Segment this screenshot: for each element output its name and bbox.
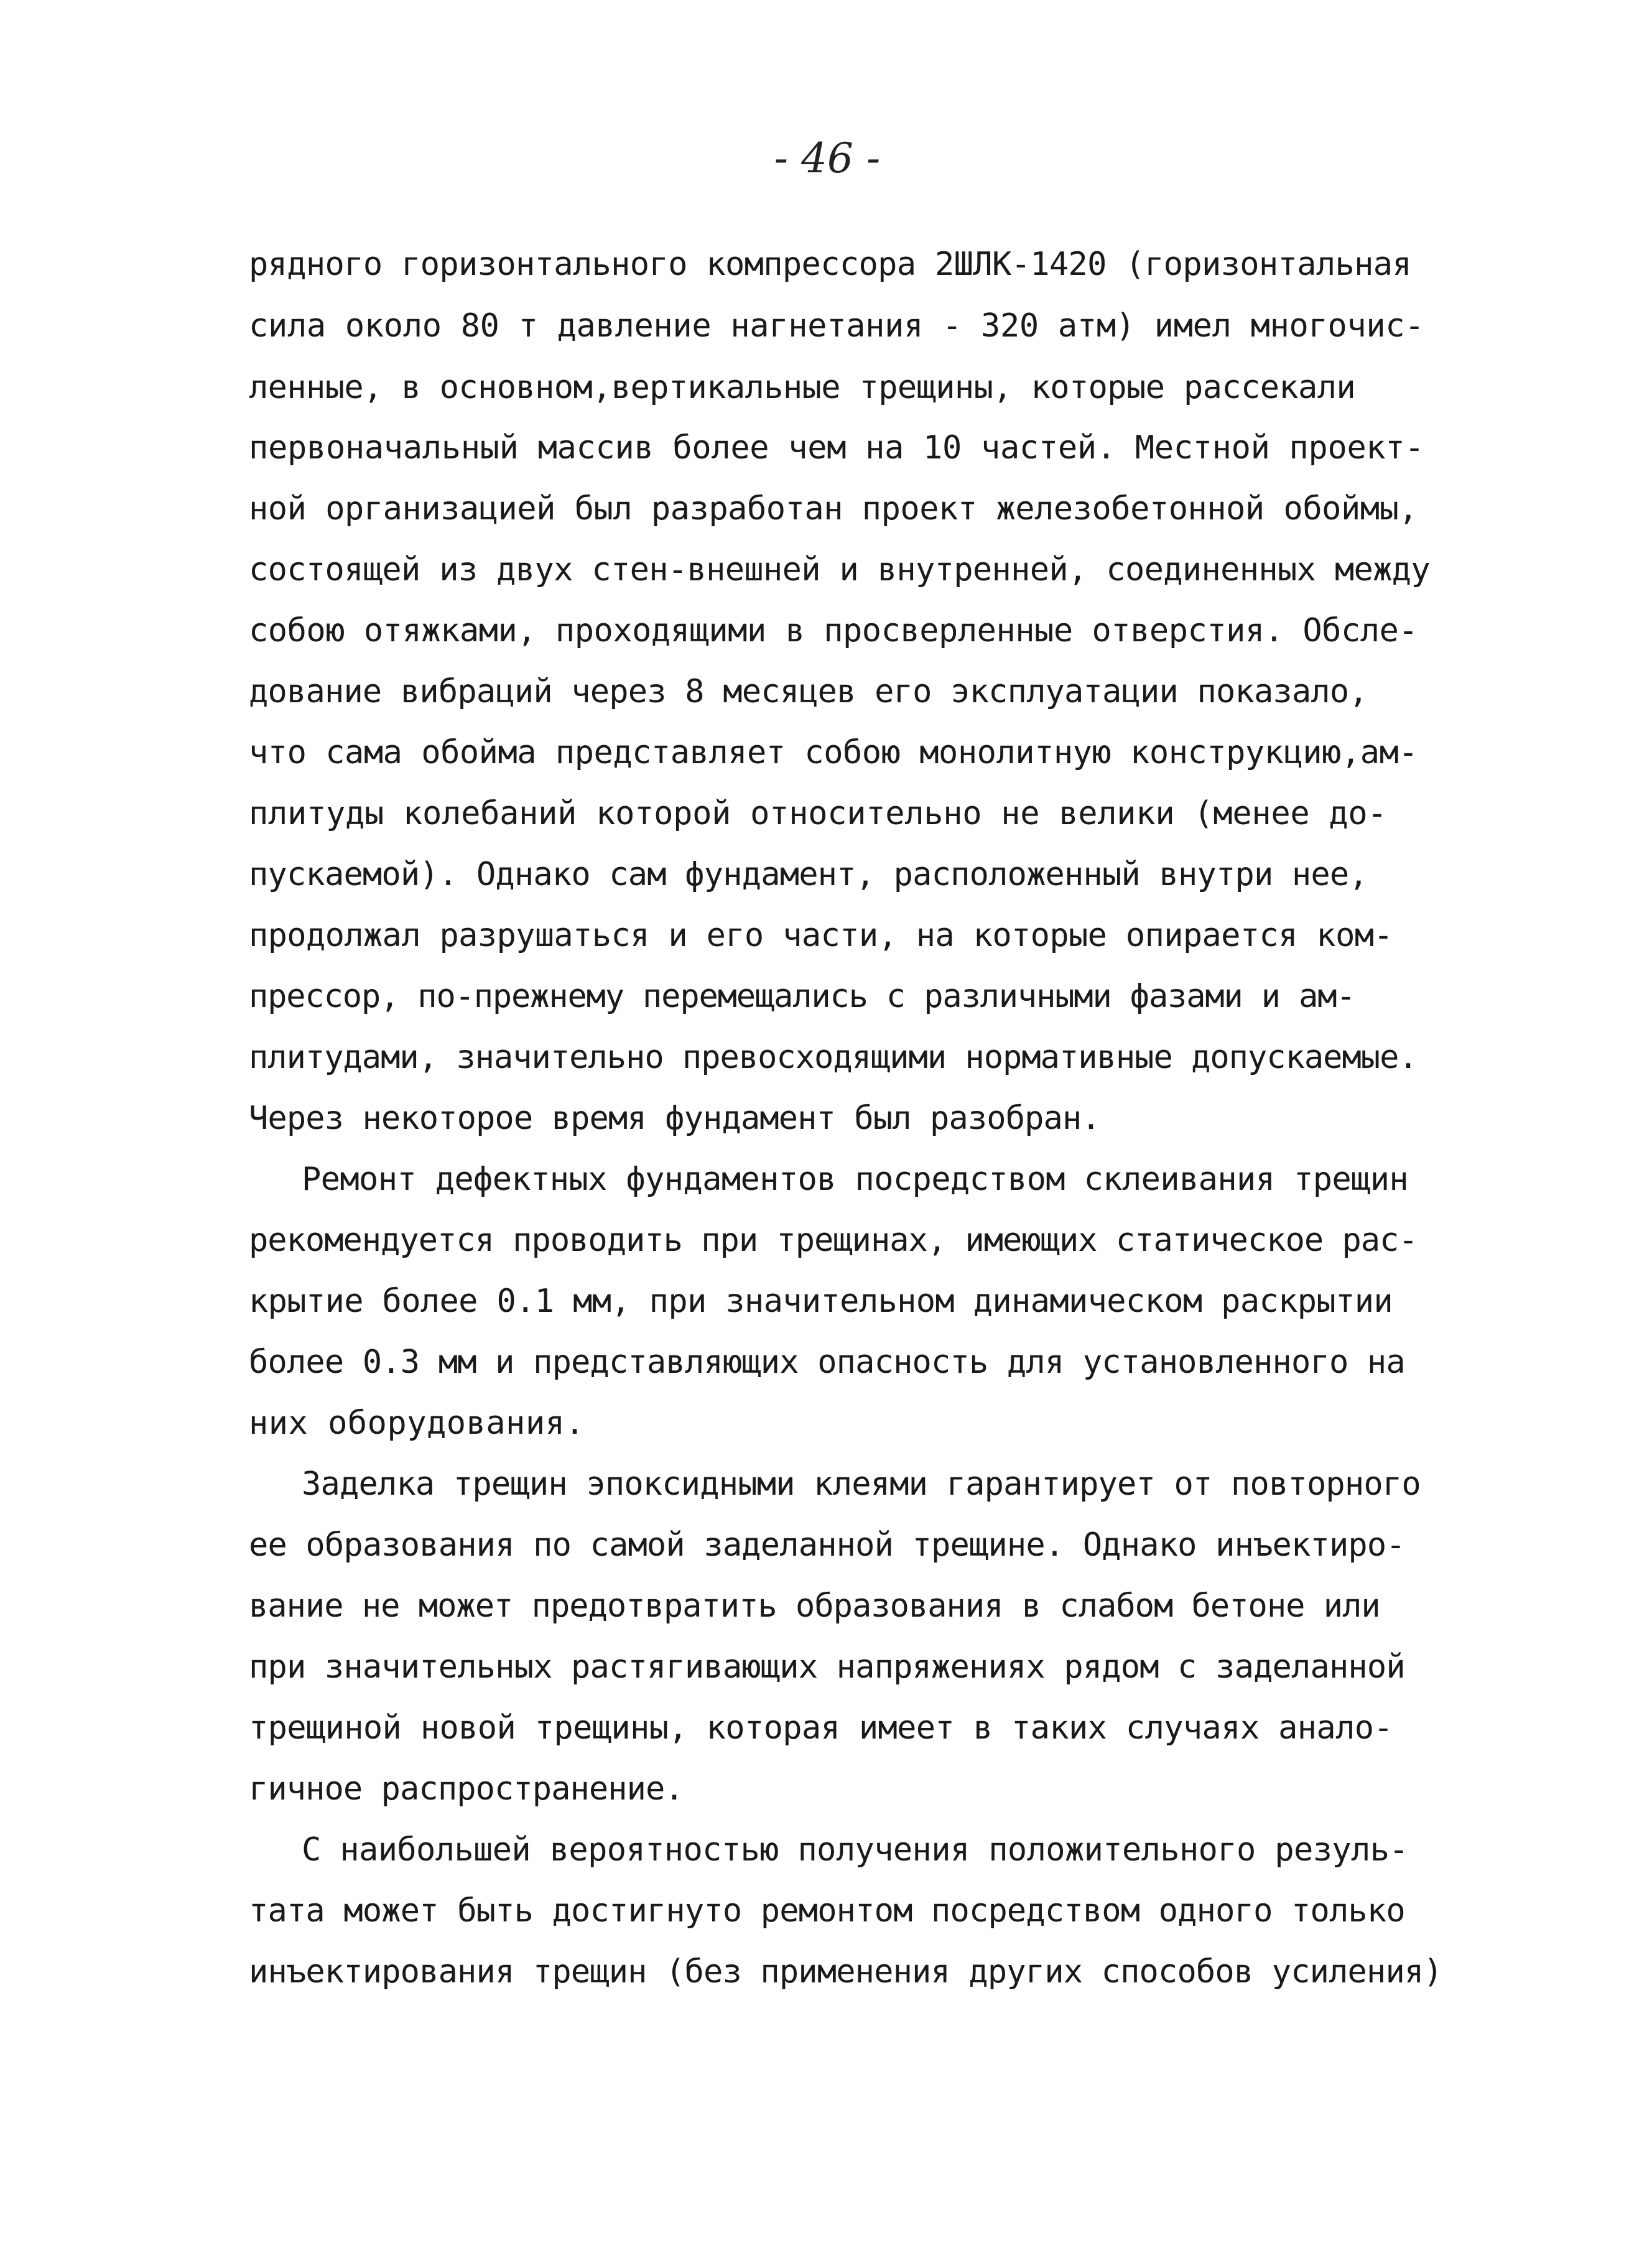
- text-line: тата может быть достигнуто ремонтом посредством одного только: [249, 1892, 1405, 1930]
- text-line: Через некоторое время фундамент был разобран.: [249, 1100, 1100, 1137]
- text-line: продолжал разрушаться и его части, на которые опирается ком-: [249, 917, 1393, 954]
- text-line: крытие более 0.1 мм, при значительном динамическом раскрытии: [249, 1283, 1393, 1320]
- text-line: инъектирования трещин (без применения других способов усиления): [249, 1953, 1442, 1990]
- text-line: пускаемой). Однако сам фундамент, расположенный внутри нее,: [249, 856, 1368, 893]
- text-line: собою отяжками, проходящими в просверленные отверстия. Обсле-: [249, 612, 1418, 649]
- text-line: них оборудования.: [249, 1405, 585, 1442]
- text-line: трещиной новой трещины, которая имеет в таких случаях анало-: [249, 1709, 1393, 1747]
- text-line: гичное распространение.: [249, 1770, 684, 1808]
- text-line: плитудами, значительно превосходящими нормативные допускаемые.: [249, 1039, 1418, 1076]
- text-line: рекомендуется проводить при трещинах, имеющих статическое рас-: [249, 1222, 1418, 1259]
- text-line: сила около 80 т давление нагнетания - 320 атм) имел многочис-: [249, 307, 1424, 345]
- text-line: С наибольшей вероятностью получения положительного резуль-: [302, 1831, 1409, 1869]
- text-line: при значительных растягивающих напряжениях рядом с заделанной: [249, 1648, 1405, 1686]
- text-line: что сама обойма представляет собою монолитную конструкцию,ам-: [249, 734, 1418, 771]
- text-line: ее образования по самой заделанной трещине. Однако инъектиро-: [249, 1526, 1405, 1564]
- text-line: рядного горизонтального компрессора 2ШЛК-1420 (горизонтальная: [249, 246, 1412, 283]
- text-line: ленные, в основном,вертикальные трещины, которые рассекали: [249, 369, 1356, 406]
- text-line: Ремонт дефектных фундаментов посредством склеивания трещин: [302, 1161, 1409, 1198]
- text-line: более 0.3 мм и представляющих опасность для установленного на: [249, 1344, 1405, 1381]
- text-line: дование вибраций через 8 месяцев его эксплуатации показало,: [249, 673, 1368, 710]
- text-line: вание не может предотвратить образования в слабом бетоне или: [249, 1587, 1380, 1625]
- page-number: - 46 -: [774, 134, 881, 182]
- text-line: прессор, по-прежнему перемещались с различными фазами и ам-: [249, 978, 1355, 1015]
- text-line: ной организацией был разработан проект железобетонной обоймы,: [249, 490, 1418, 527]
- text-line: первоначальный массив более чем на 10 частей. Местной проект-: [249, 429, 1424, 467]
- text-line: состоящей из двух стен-внешней и внутренней, соединенных между: [249, 551, 1431, 588]
- text-line: Заделка трещин эпоксидными клеями гарантирует от повторного: [302, 1465, 1421, 1503]
- text-line: плитуды колебаний которой относительно не велики (менее до-: [249, 795, 1387, 832]
